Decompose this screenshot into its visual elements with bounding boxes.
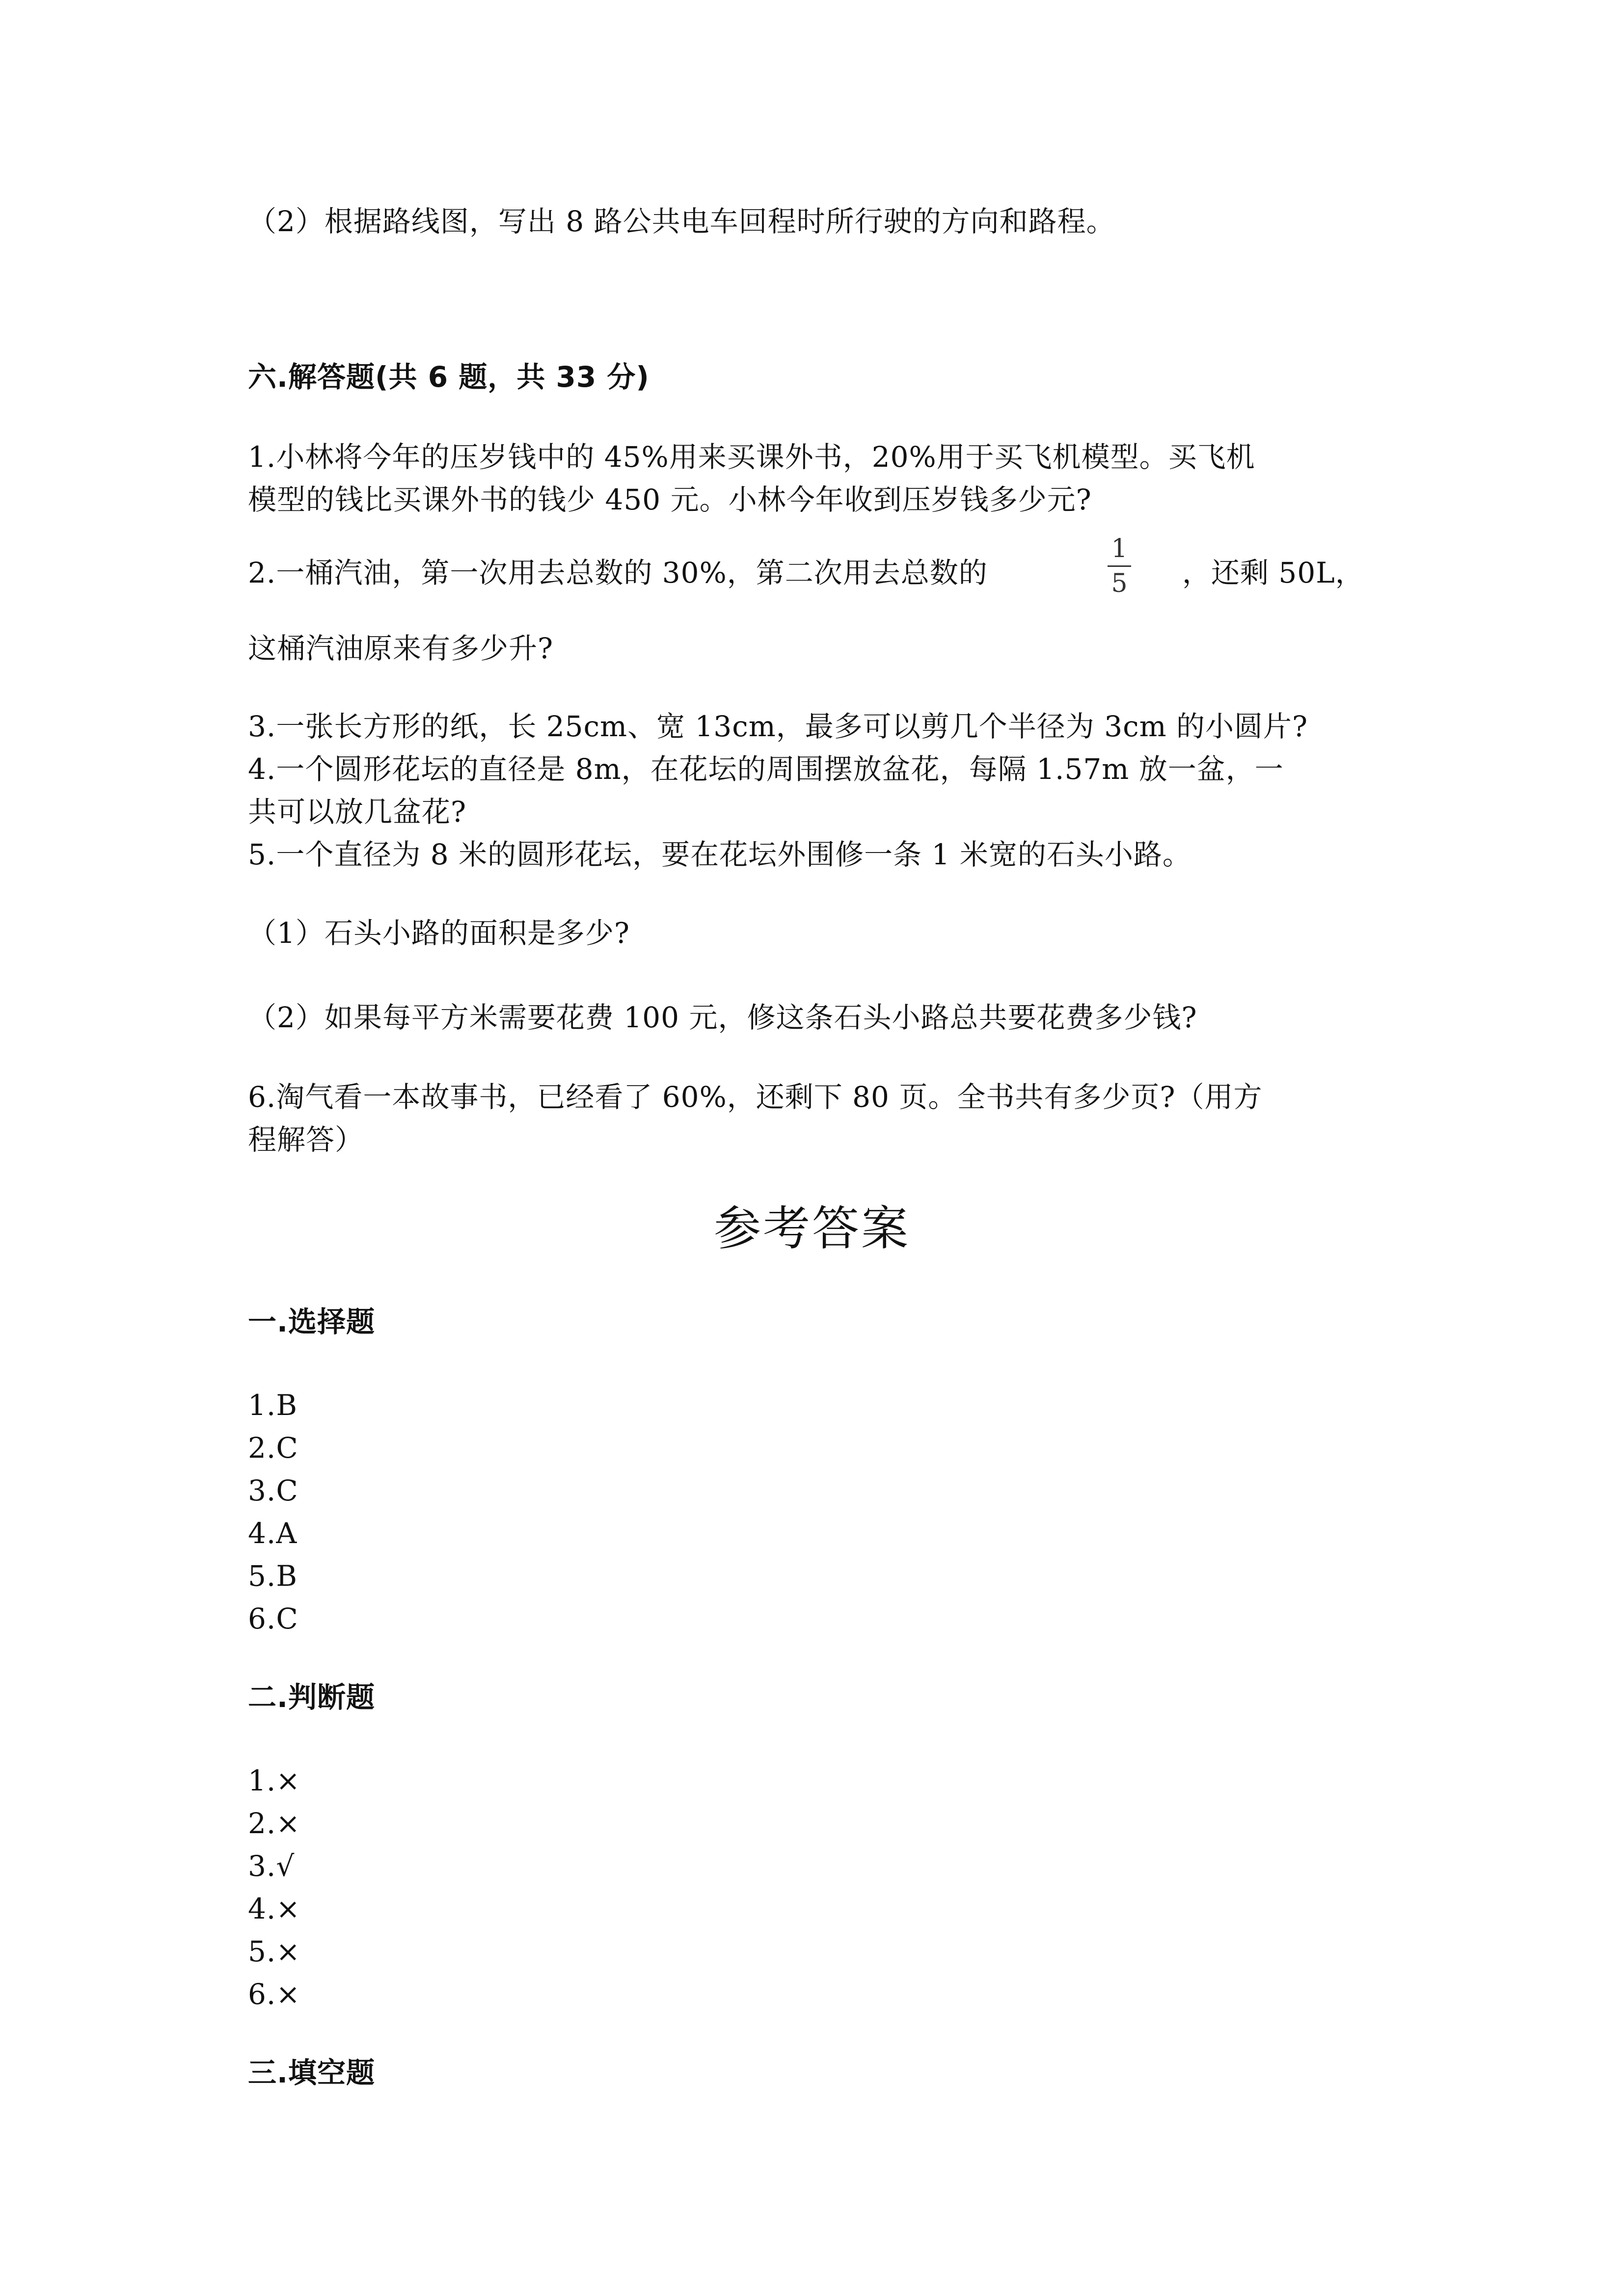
question-2-line-1: 2.一桶汽油，第一次用去总数的 30%，第二次用去总数的 (248, 556, 988, 589)
question-2-line-1-end: ，还剩 50L， (1182, 556, 1364, 589)
answer-2-5: 5.× (248, 1935, 300, 1968)
answer-2-4: 4.× (248, 1892, 300, 1925)
answer-1-1: 1.B (248, 1388, 298, 1422)
question-4-line-1: 4.一个圆形花坛的直径是 8m，在花坛的周围摆放盆花，每隔 1.57m 放一盆，一 (248, 752, 1284, 786)
answer-section-1-heading: 一.选择题 (248, 1305, 376, 1338)
question-1-line-2: 模型的钱比买课外书的钱少 450 元。小林今年收到压岁钱多少元? (248, 483, 1092, 516)
answer-1-2: 2.C (248, 1431, 298, 1465)
question-3: 3.一张长方形的纸，长 25cm、宽 13cm，最多可以剪几个半径为 3cm 的小圆片? (248, 710, 1308, 743)
fraction-numerator: 1 (1111, 534, 1128, 563)
answer-1-3: 3.C (248, 1474, 298, 1507)
question-5-part-1: （1）石头小路的面积是多少? (248, 916, 630, 950)
question-6-line-1: 6.淘气看一本故事书，已经看了 60%，还剩下 80 页。全书共有多少页?（用方 (248, 1080, 1263, 1114)
fraction-denominator: 5 (1111, 569, 1128, 598)
answer-2-1: 1.× (248, 1764, 300, 1797)
fraction-one-fifth (1105, 535, 1134, 597)
question-5-part-2-route: （2）根据路线图，写出 8 路公共电车回程时所行驶的方向和路程。 (248, 205, 1115, 238)
answer-1-4: 4.A (248, 1517, 298, 1550)
question-1-line-1: 1.小林将今年的压岁钱中的 45%用来买课外书，20%用于买飞机模型。买飞机 (248, 440, 1255, 474)
answer-2-3: 3.√ (248, 1849, 295, 1883)
question-5-part-2: （2）如果每平方米需要花费 100 元，修这条石头小路总共要花费多少钱? (248, 1001, 1197, 1034)
answer-1-5: 5.B (248, 1559, 298, 1593)
question-4-line-2: 共可以放几盆花? (248, 795, 467, 828)
answer-section-3-heading: 三.填空题 (248, 2056, 376, 2089)
question-6-line-2: 程解答） (248, 1123, 364, 1156)
answer-2-2: 2.× (248, 1807, 300, 1840)
answer-2-6: 6.× (248, 1977, 300, 2011)
question-5: 5.一个直径为 8 米的圆形花坛，要在花坛外围修一条 1 米宽的石头小路。 (248, 838, 1191, 871)
fraction-bar (1108, 565, 1131, 567)
question-2-line-2: 这桶汽油原来有多少升? (248, 632, 554, 665)
answer-key-title: 参考答案 (714, 1201, 910, 1256)
answer-section-2-heading: 二.判断题 (248, 1681, 376, 1714)
answer-1-6: 6.C (248, 1602, 298, 1635)
section-6-heading: 六.解答题(共 6 题，共 33 分) (248, 360, 650, 394)
